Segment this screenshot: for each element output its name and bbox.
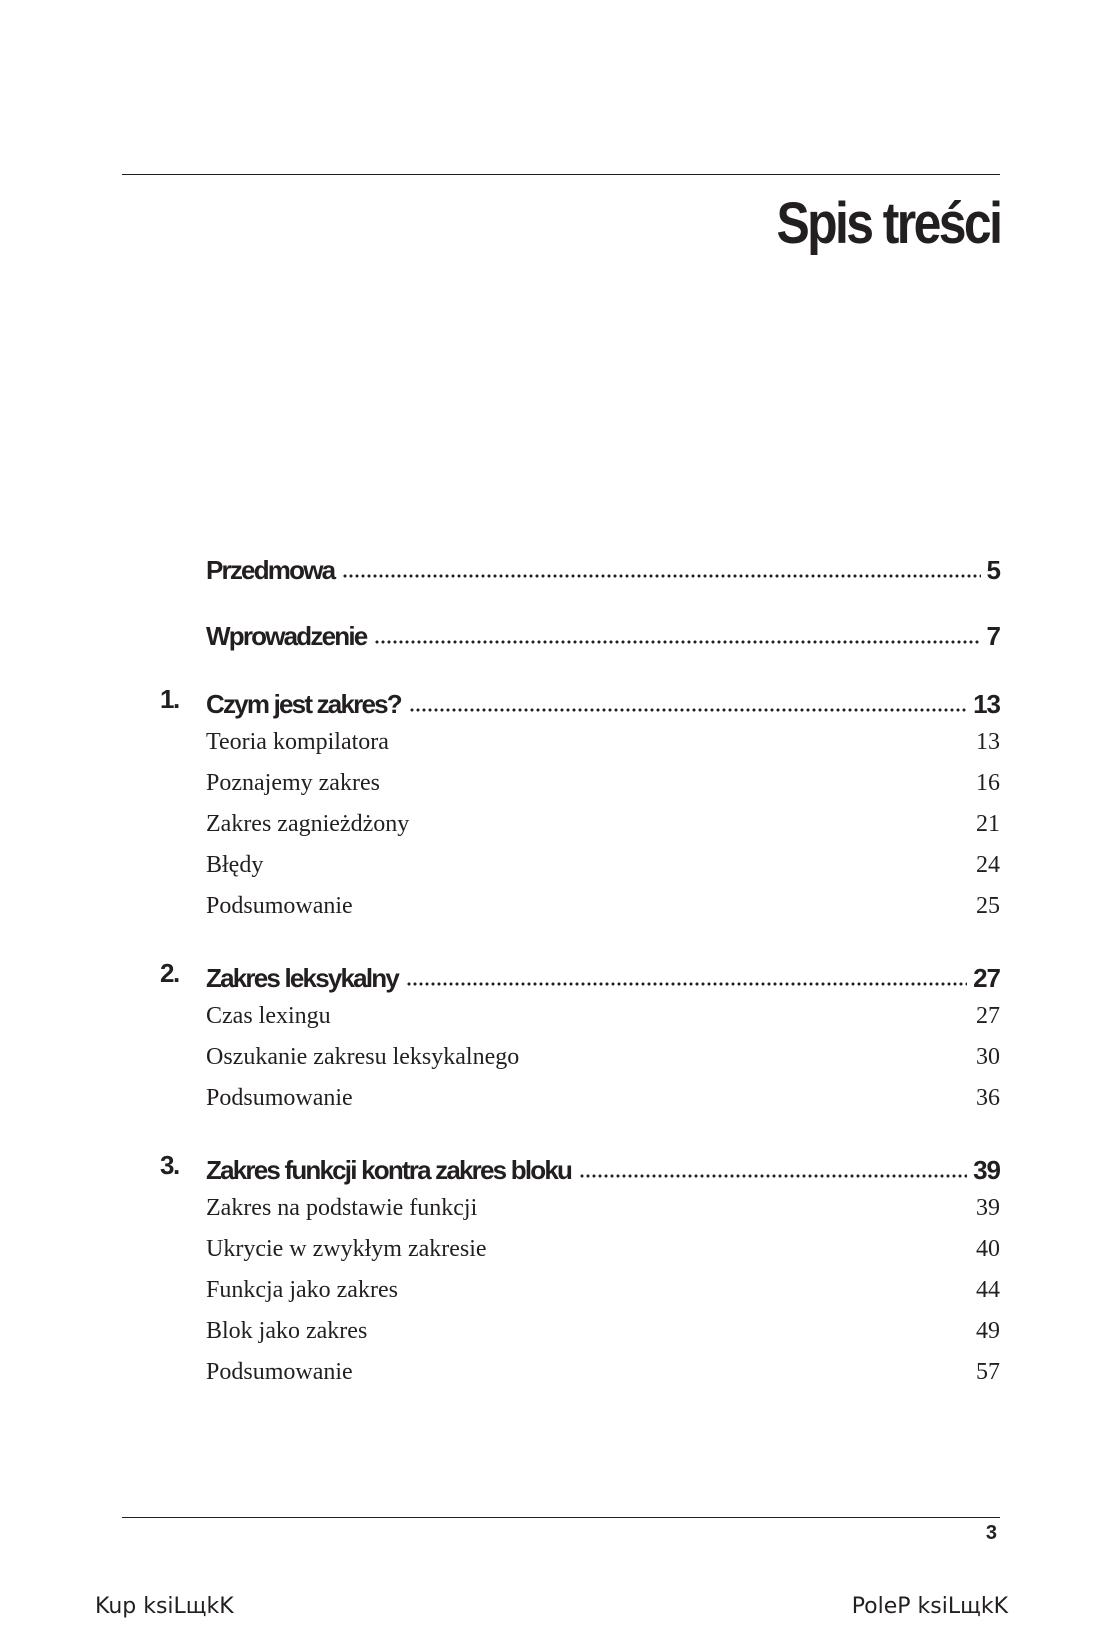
- toc-subentry-label: Poznajemy zakres: [206, 770, 380, 796]
- toc-subentry[interactable]: [0, 802, 1103, 842]
- toc-entry-page: 13: [973, 689, 1000, 719]
- toc-subentry[interactable]: [0, 1186, 1103, 1226]
- toc-subentry[interactable]: [0, 1035, 1103, 1075]
- toc-subentry-label: Zakres zagnieżdżony: [206, 811, 410, 837]
- toc-subentry[interactable]: [0, 1227, 1103, 1267]
- toc-subentry-page: 57: [976, 1359, 1000, 1385]
- toc-subentry-label: Teoria kompilatora: [206, 729, 389, 755]
- dot-leader: [579, 1173, 967, 1179]
- toc-subentry-page: 13: [976, 729, 1000, 755]
- toc-subentry[interactable]: [0, 1076, 1103, 1116]
- toc-chapter-1[interactable]: [0, 680, 1103, 720]
- dot-leader: [342, 573, 980, 579]
- recommend-book-link[interactable]: PoleP ksiLщkK: [851, 1594, 1008, 1619]
- chapter-number: 2.: [160, 958, 179, 988]
- toc-entry-page: 5: [986, 555, 1000, 585]
- toc-subentry-label: Podsumowanie: [206, 893, 353, 919]
- page-number: 3: [985, 1522, 997, 1544]
- toc-subentry-page: 27: [976, 1003, 1000, 1029]
- toc-chapter-2[interactable]: [0, 954, 1103, 994]
- toc-subentry-page: 25: [976, 893, 1000, 919]
- toc-subentry-label: Czas lexingu: [206, 1003, 331, 1029]
- toc-subentry-label: Błędy: [206, 852, 264, 878]
- toc-entry-label: Zakres leksykalny: [206, 963, 399, 993]
- dot-leader: [406, 981, 967, 987]
- toc-subentry[interactable]: [0, 994, 1103, 1034]
- toc-subentry-label: Zakres na podstawie funkcji: [206, 1195, 478, 1221]
- toc-subentry[interactable]: [0, 1350, 1103, 1390]
- toc-subentry-page: 16: [976, 770, 1000, 796]
- toc-subentry-page: 40: [976, 1236, 1000, 1262]
- toc-subentry-page: 44: [976, 1277, 1000, 1303]
- toc-entry-label: Przedmowa: [206, 555, 335, 585]
- toc-subentry-label: Oszukanie zakresu leksykalnego: [206, 1044, 520, 1070]
- toc-subentry-page: 21: [976, 811, 1000, 837]
- page-title: Spis treści: [776, 191, 1000, 256]
- toc-entry-page: 27: [973, 963, 1000, 993]
- toc-chapter-3[interactable]: [0, 1146, 1103, 1186]
- toc-entry-label: Czym jest zakres?: [206, 689, 401, 719]
- toc-subentry-page: 39: [976, 1195, 1000, 1221]
- toc-subentry[interactable]: [0, 1309, 1103, 1349]
- chapter-number: 1.: [160, 684, 179, 714]
- toc-subentry[interactable]: [0, 720, 1103, 760]
- toc-subentry-label: Ukrycie w zwykłym zakresie: [206, 1236, 487, 1262]
- toc-subentry[interactable]: [0, 761, 1103, 801]
- toc-subentry-page: 30: [976, 1044, 1000, 1070]
- toc-subentry-page: 24: [976, 852, 1000, 878]
- toc-subentry[interactable]: [0, 843, 1103, 883]
- toc-entry-label: Wprowadzenie: [206, 621, 367, 651]
- chapter-number: 3.: [160, 1150, 179, 1180]
- dot-leader: [374, 639, 980, 645]
- toc-entry-page: 7: [986, 621, 1000, 651]
- toc-subentry-label: Funkcja jako zakres: [206, 1277, 398, 1303]
- toc-subentry-page: 36: [976, 1085, 1000, 1111]
- toc-subentry[interactable]: [0, 1268, 1103, 1308]
- buy-book-link[interactable]: Kup ksiLщkK: [95, 1594, 234, 1619]
- dot-leader: [409, 707, 967, 713]
- toc-subentry-label: Blok jako zakres: [206, 1318, 368, 1344]
- toc-subentry-page: 49: [976, 1318, 1000, 1344]
- toc-entry-introduction[interactable]: [0, 612, 1103, 652]
- toc-subentry-label: Podsumowanie: [206, 1359, 353, 1385]
- toc-entry-preface[interactable]: [0, 546, 1103, 586]
- toc-subentry-label: Podsumowanie: [206, 1085, 353, 1111]
- bottom-rule: [122, 1517, 1000, 1518]
- toc-entry-label: Zakres funkcji kontra zakres bloku: [206, 1155, 572, 1185]
- toc-subentry[interactable]: [0, 884, 1103, 924]
- toc-entry-page: 39: [973, 1155, 1000, 1185]
